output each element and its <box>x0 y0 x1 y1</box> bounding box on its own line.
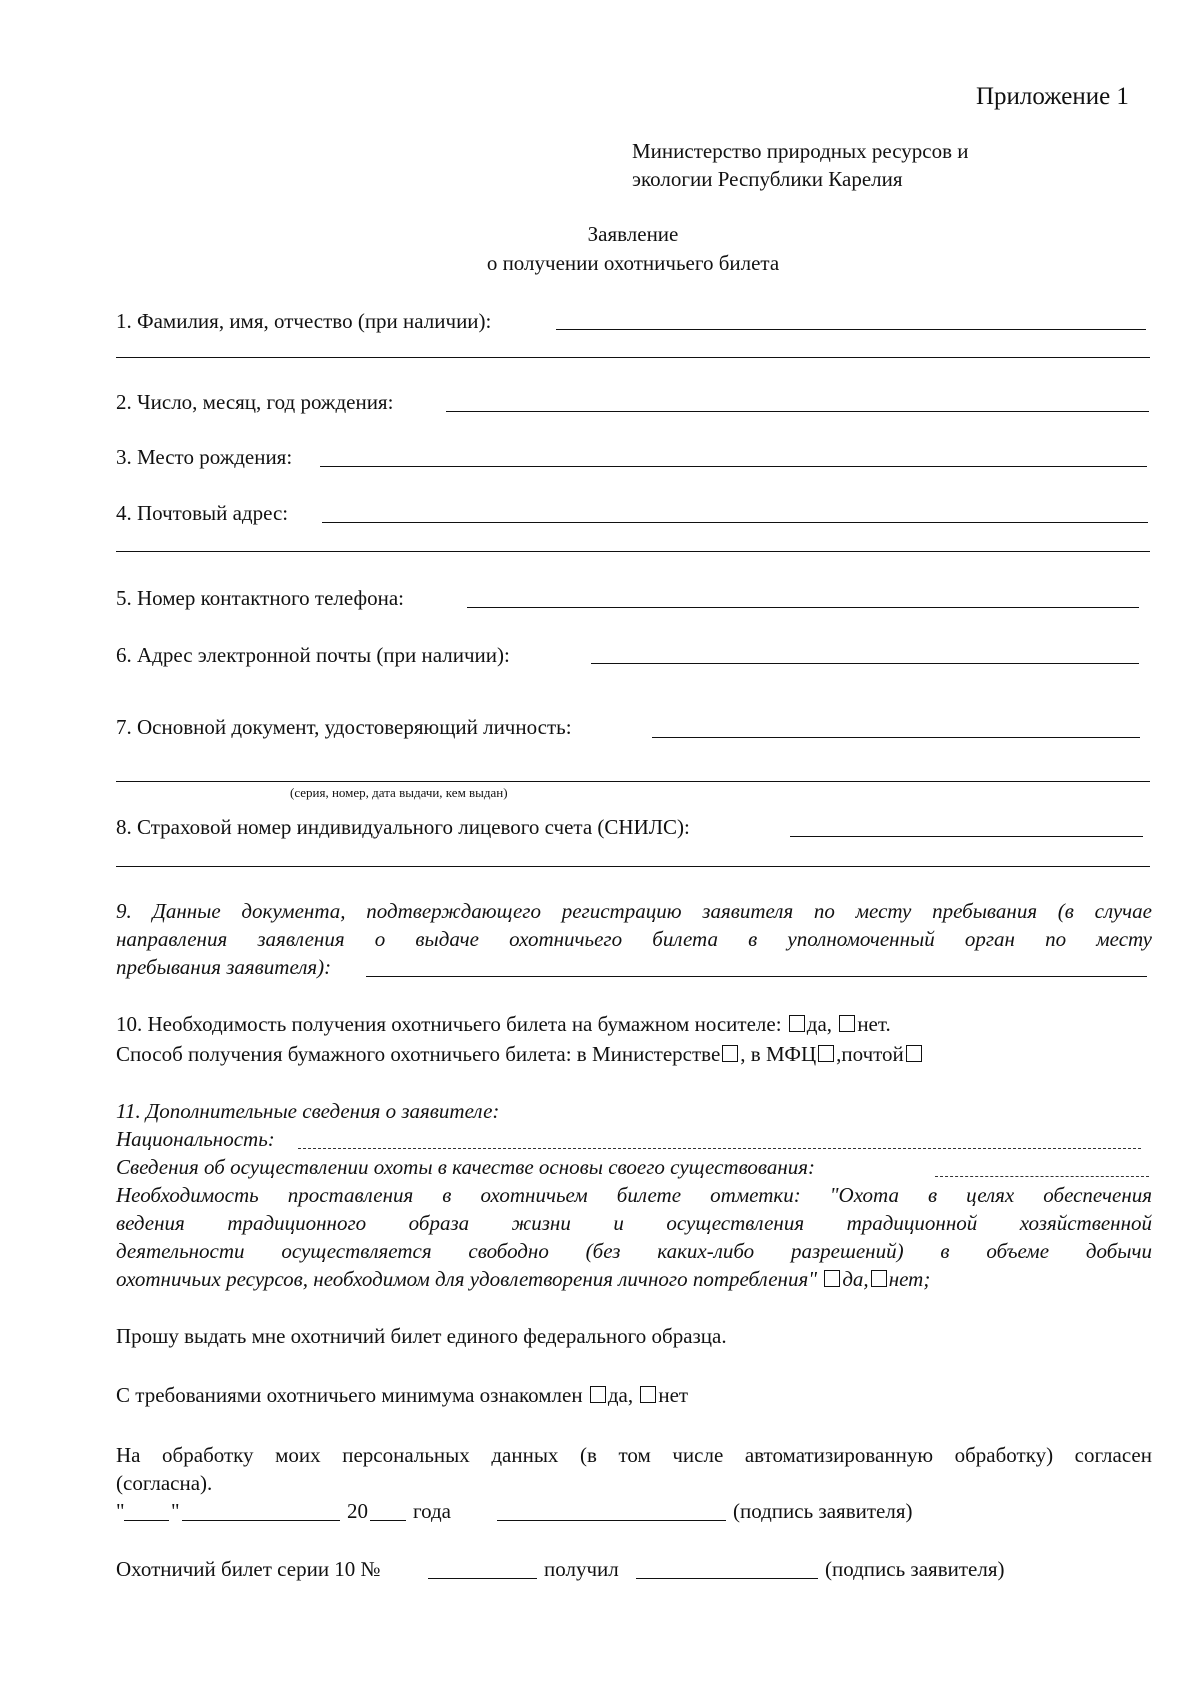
minimum-row <box>116 1381 1152 1409</box>
received-mid: получил <box>544 1557 619 1581</box>
date-open-quote: " <box>116 1499 125 1523</box>
date-year-suffix: года <box>413 1499 451 1523</box>
field-phone-label: 5. Номер контактного телефона: <box>116 586 404 610</box>
method-post-checkbox[interactable] <box>906 1045 922 1062</box>
received-prefix: Охотничий билет серии 10 № <box>116 1557 381 1581</box>
item9-line-2: направления заявления о выдаче охотничьего билета в уполномоченный орган по месту <box>116 927 1152 951</box>
item11-nationality-line[interactable] <box>298 1148 1141 1149</box>
date-day-line[interactable] <box>124 1520 169 1521</box>
document-subtitle: о получении охотничьего билета <box>486 251 780 275</box>
item9-line[interactable] <box>366 976 1147 977</box>
paper-no-label: нет. <box>857 1012 891 1036</box>
mark-yes-checkbox[interactable] <box>824 1270 840 1287</box>
field-full-name-line-2[interactable] <box>116 357 1150 358</box>
minimum-label: С требованиями охотничьего минимума ознакомлен <box>116 1383 583 1407</box>
field-postal-address-line-2[interactable] <box>116 551 1150 552</box>
item10-paper-row <box>116 1010 1152 1038</box>
date-year-line[interactable] <box>370 1520 406 1521</box>
date-signature-hint: (подпись заявителя) <box>733 1499 913 1523</box>
date-signature-line[interactable] <box>497 1520 726 1521</box>
field-snils-label: 8. Страховой номер индивидуального лицевого счета (СНИЛС): <box>116 815 690 839</box>
field-email-line[interactable] <box>591 663 1139 664</box>
method-post-label: ,почтой <box>836 1042 904 1066</box>
item9-line-1: 9. Данные документа, подтверждающего регистрацию заявителя по месту пребывания (в случае <box>116 899 1152 923</box>
document-title: Заявление <box>587 222 679 246</box>
mark-yes-label: да, <box>842 1267 869 1291</box>
date-close-quote: " <box>171 1499 180 1523</box>
field-birth-place-line[interactable] <box>320 466 1147 467</box>
item11-mark-line-2: ведения традиционного образа жизни и осуществления традиционной хозяйственной <box>116 1211 1152 1235</box>
received-signature-hint: (подпись заявителя) <box>825 1557 1005 1581</box>
method-mfc-label: , в МФЦ <box>740 1042 817 1066</box>
field-id-document-label: 7. Основной документ, удостоверяющий личность: <box>116 715 572 739</box>
item10-method-row <box>116 1040 1152 1068</box>
field-snils-line-2[interactable] <box>116 866 1150 867</box>
date-month-line[interactable] <box>182 1520 340 1521</box>
method-mfc-checkbox[interactable] <box>818 1045 834 1062</box>
ministry-line-2: экологии Республики Карелия <box>632 167 903 191</box>
field-full-name-line[interactable] <box>556 329 1146 330</box>
item11-mark-line-1: Необходимость проставления в охотничьем билете отметки: "Охота в целях обеспечения <box>116 1183 1152 1207</box>
field-id-document-line-2[interactable] <box>116 781 1150 782</box>
method-ministry-checkbox[interactable] <box>722 1045 738 1062</box>
field-birth-place-label: 3. Место рождения: <box>116 445 293 469</box>
field-snils-line[interactable] <box>790 836 1143 837</box>
item11-title: 11. Дополнительные сведения о заявителе: <box>116 1099 500 1123</box>
field-postal-address-line[interactable] <box>322 522 1148 523</box>
item11-hunting-basis-line[interactable] <box>935 1176 1149 1177</box>
field-email-label: 6. Адрес электронной почты (при наличии): <box>116 643 510 667</box>
field-phone-line[interactable] <box>467 607 1139 608</box>
mark-no-checkbox[interactable] <box>871 1270 887 1287</box>
consent-line-1: На обработку моих персональных данных (в том числе автоматизированную обработку) согласен <box>116 1443 1152 1467</box>
item11-hunting-basis-label: Сведения об осуществлении охоты в качестве основы своего существования: <box>116 1155 816 1179</box>
received-number-line[interactable] <box>428 1578 537 1579</box>
mark-no-label: нет; <box>888 1267 931 1291</box>
request-text: Прошу выдать мне охотничий билет единого федерального образца. <box>116 1324 727 1348</box>
minimum-yes-label: да, <box>607 1383 634 1407</box>
item11-mark-line-3: деятельности осуществляется свободно (без каких-либо разрешений) в объеме добычи <box>116 1239 1152 1263</box>
paper-yes-label: да, <box>806 1012 833 1036</box>
ministry-line-1: Министерство природных ресурсов и <box>632 139 969 163</box>
paper-no-checkbox[interactable] <box>839 1015 855 1032</box>
minimum-no-checkbox[interactable] <box>640 1386 656 1403</box>
item10-paper-label: 10. Необходимость получения охотничьего билета на бумажном носителе: <box>116 1012 782 1036</box>
received-signature-line[interactable] <box>636 1578 818 1579</box>
item9-line-3: пребывания заявителя): <box>116 955 332 979</box>
item11-nationality-label: Национальность: <box>116 1127 275 1151</box>
minimum-yes-checkbox[interactable] <box>590 1386 606 1403</box>
field-full-name-label: 1. Фамилия, имя, отчество (при наличии): <box>116 309 492 333</box>
item10-method-label: Способ получения бумажного охотничьего билета: в Министерстве <box>116 1042 721 1066</box>
appendix-label: Приложение 1 <box>976 83 1129 110</box>
minimum-no-label: нет <box>658 1383 689 1407</box>
consent-line-2: (согласна). <box>116 1471 213 1495</box>
date-year-prefix: 20 <box>347 1499 368 1523</box>
item11-mark-line-4: охотничьих ресурсов, необходимом для удовлетворения личного потребления" <box>116 1267 818 1291</box>
field-id-document-hint: (серия, номер, дата выдачи, кем выдан) <box>290 785 508 800</box>
field-postal-address-label: 4. Почтовый адрес: <box>116 501 289 525</box>
item11-mark-row-4 <box>116 1265 1152 1293</box>
field-birth-date-line[interactable] <box>446 411 1149 412</box>
field-birth-date-label: 2. Число, месяц, год рождения: <box>116 390 394 414</box>
field-id-document-line[interactable] <box>652 737 1140 738</box>
paper-yes-checkbox[interactable] <box>789 1015 805 1032</box>
